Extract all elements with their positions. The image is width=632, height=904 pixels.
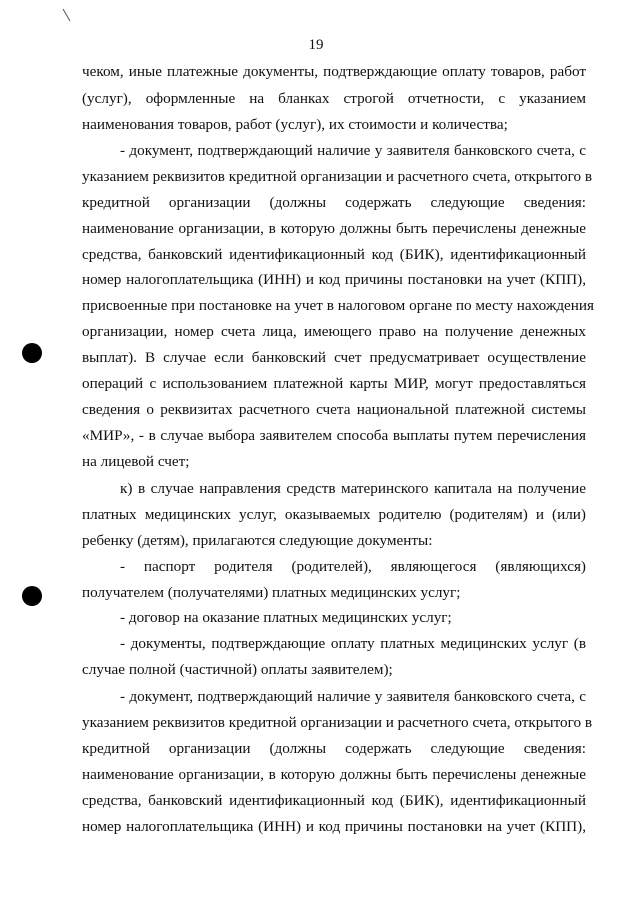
punch-hole-top xyxy=(22,343,42,363)
text-line: номер налогоплательщика (ИНН) и код причины постановки на учет (КПП), xyxy=(82,818,586,835)
text-line: средства, банковский идентификационный код (БИК), идентификационный xyxy=(82,792,586,809)
text-line: платных медицинских услуг, оказываемых родителю (родителям) и (или) xyxy=(82,506,586,523)
text-line: наименования товаров, работ (услуг), их стоимости и количества; xyxy=(82,116,508,133)
text-line: кредитной организации (должны содержать следующие сведения: xyxy=(82,194,586,211)
scan-mark xyxy=(63,9,71,22)
text-line: указанием реквизитов кредитной организации и расчетного счета, открытого в xyxy=(82,714,593,731)
text-line: номер налогоплательщика (ИНН) и код причины постановки на учет (КПП), xyxy=(82,271,586,288)
text-line: наименование организации, в которую должны быть перечислены денежные xyxy=(82,766,586,783)
text-line: получателем (получателями) платных медицинских услуг; xyxy=(82,584,461,601)
text-line: случае полной (частичной) оплаты заявителем); xyxy=(82,661,393,678)
page-number: 19 xyxy=(308,37,324,53)
paragraph-start-line: - документы, подтверждающие оплату платных медицинских услуг (в xyxy=(120,635,586,652)
text-line: «МИР», - в случае выбора заявителем способа выплаты путем перечисления xyxy=(82,427,586,444)
paragraph-start-line: - паспорт родителя (родителей), являющегося (являющихся) xyxy=(120,558,586,575)
text-line: присвоенные при постановке на учет в налоговом органе по месту нахождения xyxy=(82,297,595,314)
text-line: на лицевой счет; xyxy=(82,453,190,470)
text-line: чеком, иные платежные документы, подтверждающие оплату товаров, работ xyxy=(82,63,586,80)
text-line: ребенку (детям), прилагаются следующие документы: xyxy=(82,532,433,549)
text-line: сведения о реквизитах расчетного счета национальной платежной системы xyxy=(82,401,586,418)
text-line: (услуг), оформленные на бланках строгой отчетности, с указанием xyxy=(82,90,586,107)
text-line: выплат). В случае если банковский счет предусматривает осуществление xyxy=(82,349,586,366)
text-line: кредитной организации (должны содержать следующие сведения: xyxy=(82,740,586,757)
text-line: средства, банковский идентификационный код (БИК), идентификационный xyxy=(82,246,586,263)
punch-hole-bottom xyxy=(22,586,42,606)
paragraph-start-line: к) в случае направления средств материнского капитала на получение xyxy=(120,480,586,497)
paragraph-start-line: - документ, подтверждающий наличие у заявителя банковского счета, с xyxy=(120,688,586,705)
paragraph-start-line: - документ, подтверждающий наличие у заявителя банковского счета, с xyxy=(120,142,586,159)
paragraph-start-line: - договор на оказание платных медицинских услуг; xyxy=(120,609,452,626)
text-line: организации, номер счета лица, имеющего право на получение денежных xyxy=(82,323,586,340)
text-line: наименование организации, в которую должны быть перечислены денежные xyxy=(82,220,586,237)
text-line: указанием реквизитов кредитной организации и расчетного счета, открытого в xyxy=(82,168,593,185)
text-line: операций с использованием платежной карты МИР, могут предоставляться xyxy=(82,375,586,392)
